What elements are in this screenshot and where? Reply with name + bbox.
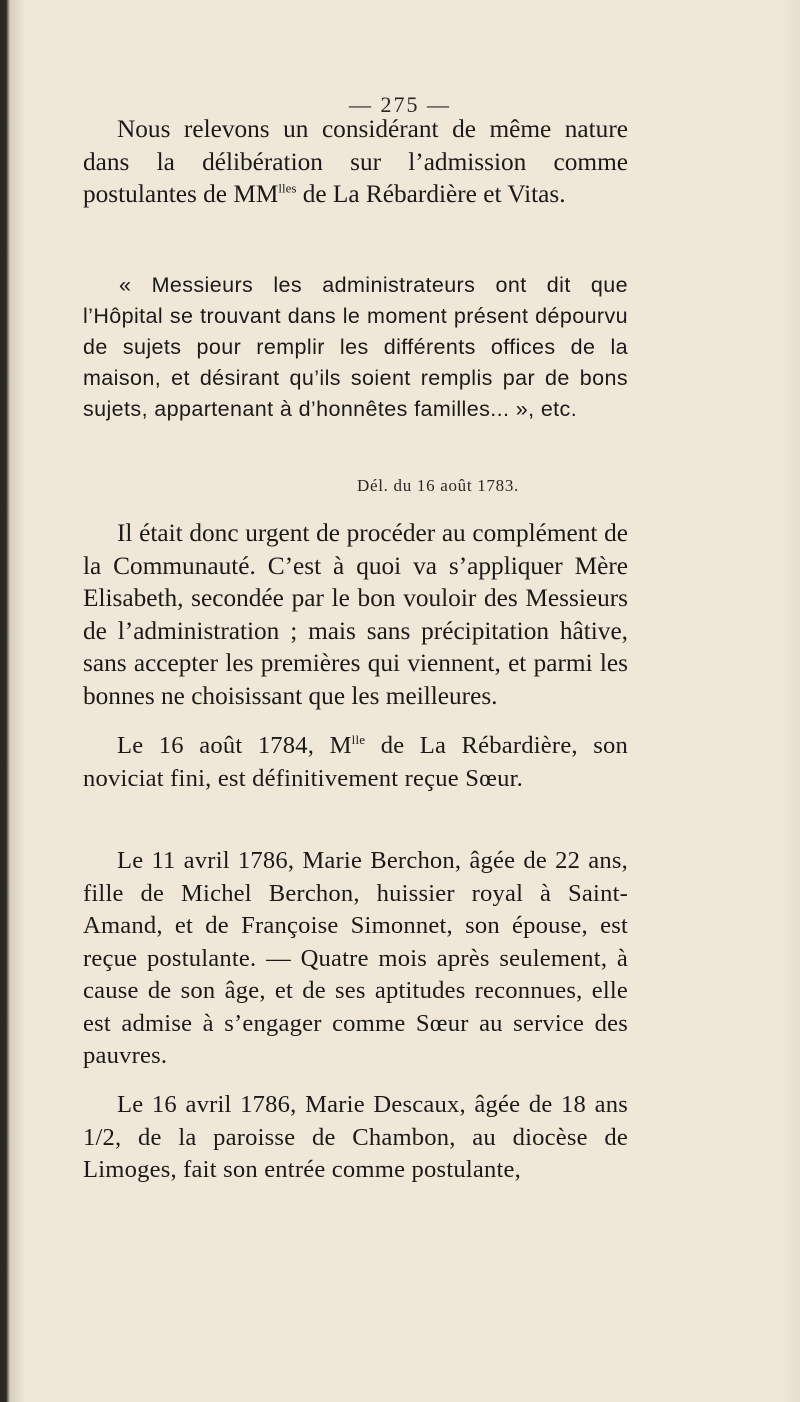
intro-text-end: de La Rébardière et Vitas.: [296, 180, 566, 208]
community-paragraph: [83, 517, 628, 712]
administrators-quote: [83, 270, 628, 425]
rebardiere-superscript: lle: [351, 731, 366, 747]
rebardiere-text-start: Le 16 août 1784, M: [117, 732, 352, 759]
deliberation-citation: Dél. du 16 août 1783.: [356, 476, 519, 495]
berchon-text: Le 11 avril 1786, Marie Berchon, âgée de 22 ans, fille de Michel Berchon, huissier royal à Saint-Amand, et de Françoise Simonnet, son épouse, est reçue postulante. — Quatre mois après seulement, à cause de son âge, et de ses aptitudes reconnues, elle est admise à s’engager comme Sœur au service des pauvres.: [83, 847, 628, 1069]
intro-paragraph: [83, 113, 628, 211]
intro-text-start: Nous relevons un considérant de même nature dans la délibération sur l’admission comme postulantes de MM: [83, 115, 628, 208]
descaux-paragraph: [83, 1089, 628, 1187]
community-text: Il était donc urgent de procéder au complément de la Communauté. C’est à quoi va s’appliquer Mère Elisabeth, secondée par le bon vouloir des Messieurs de l’administration ; mais sans précipitation hâtive, sans accepter les premières qui viennent, et parmi les bonnes ne choisissant que les meilleures.: [83, 519, 628, 710]
rebardiere-text-end: de La Rébardière, son noviciat fini, est définitivement reçue Sœur.: [83, 732, 628, 792]
rebardiere-paragraph: [83, 730, 628, 795]
berchon-paragraph: [83, 845, 628, 1073]
page-number: — 275 —: [349, 92, 451, 117]
quote-text: « Messieurs les administrateurs ont dit que l’Hôpital se trouvant dans le moment présent dépourvu de sujets pour remplir les différents offices de la maison, et désirant qu’ils soient remplis par de bons sujets, appartenant à d’honnêtes familles... », etc.: [83, 273, 628, 421]
intro-superscript: lles: [278, 180, 297, 196]
descaux-text: Le 16 avril 1786, Marie Descaux, âgée de 18 ans 1/2, de la paroisse de Chambon, au diocèse de Limoges, fait son entrée comme postulante,: [83, 1091, 628, 1183]
